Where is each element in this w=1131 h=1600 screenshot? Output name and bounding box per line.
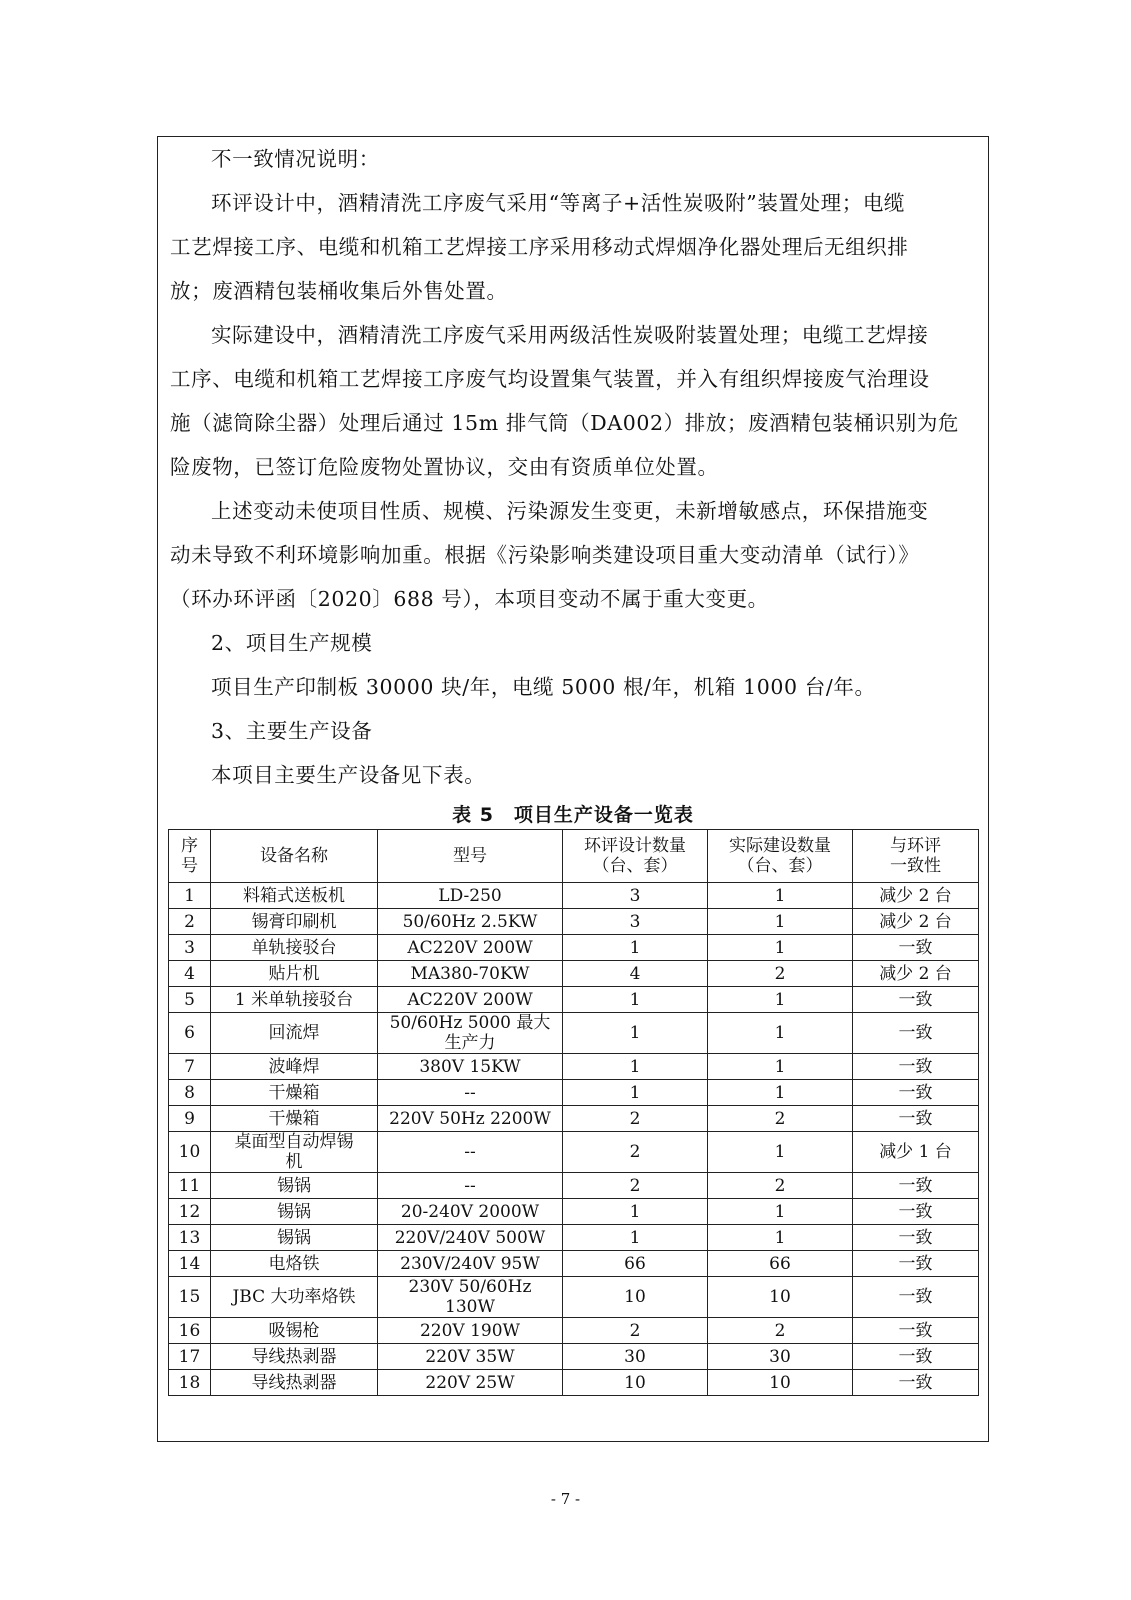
cell-eia-qty: 4 [563, 961, 708, 987]
text-line: 施（滤筒除尘器）处理后通过 15m 排气筒（DA002）排放；废酒精包装桶识别为危 [170, 411, 960, 435]
table-row [169, 1173, 979, 1199]
cell-name: 锡膏印刷机 [211, 909, 378, 935]
cell-consistency: 一致 [853, 1054, 979, 1080]
cell-eia-qty: 30 [563, 1344, 708, 1370]
cell-model: -- [378, 1080, 563, 1106]
cell-name: 桌面型自动焊锡 机 [211, 1132, 378, 1173]
cell-eia-qty: 66 [563, 1251, 708, 1277]
cell-no: 14 [169, 1251, 211, 1277]
cell-eia-qty: 3 [563, 883, 708, 909]
cell-consistency: 一致 [853, 987, 979, 1013]
cell-model: 230V 50/60Hz 130W [378, 1277, 563, 1318]
cell-name: 1 米单轨接驳台 [211, 987, 378, 1013]
cell-model: 380V 15KW [378, 1054, 563, 1080]
cell-name: 料箱式送板机 [211, 883, 378, 909]
cell-actual-qty: 66 [708, 1251, 853, 1277]
cell-no: 11 [169, 1173, 211, 1199]
section-2-text [170, 665, 982, 709]
section-2-heading [170, 621, 982, 665]
cell-actual-qty: 1 [708, 1013, 853, 1054]
cell-eia-qty: 1 [563, 1013, 708, 1054]
cell-consistency: 减少 2 台 [853, 883, 979, 909]
header-model: 型号 [378, 830, 563, 883]
table-row [169, 1370, 979, 1396]
cell-consistency: 一致 [853, 1251, 979, 1277]
text-line: 实际建设中，酒精清洗工序废气采用两级活性炭吸附装置处理；电缆工艺焊接 [211, 323, 929, 347]
cell-no: 12 [169, 1199, 211, 1225]
cell-actual-qty: 1 [708, 987, 853, 1013]
cell-name: 锡锅 [211, 1199, 378, 1225]
cell-model: 220V 50Hz 2200W [378, 1106, 563, 1132]
equipment-table [168, 829, 979, 1396]
text-line: 不一致情况说明： [211, 147, 380, 171]
table-body [169, 883, 979, 1396]
cell-consistency: 一致 [853, 1277, 979, 1318]
cell-no: 13 [169, 1225, 211, 1251]
cell-model: 50/60Hz 2.5KW [378, 909, 563, 935]
cell-model: 220V 35W [378, 1344, 563, 1370]
text-line: 环评设计中，酒精清洗工序废气采用“等离子+活性炭吸附”装置处理；电缆 [211, 191, 906, 215]
inconsistency-heading [170, 137, 982, 181]
header-name: 设备名称 [211, 830, 378, 883]
cell-actual-qty: 30 [708, 1344, 853, 1370]
cell-eia-qty: 2 [563, 1106, 708, 1132]
cell-name: 波峰焊 [211, 1054, 378, 1080]
cell-no: 3 [169, 935, 211, 961]
table-row [169, 1199, 979, 1225]
cell-name: 导线热剥器 [211, 1370, 378, 1396]
cell-no: 1 [169, 883, 211, 909]
table-row [169, 987, 979, 1013]
cell-name: 锡锅 [211, 1225, 378, 1251]
section-3-text [170, 753, 982, 797]
cell-name: JBC 大功率烙铁 [211, 1277, 378, 1318]
cell-model: AC220V 200W [378, 987, 563, 1013]
cell-actual-qty: 2 [708, 1173, 853, 1199]
header-no: 序 号 [169, 830, 211, 883]
cell-name: 贴片机 [211, 961, 378, 987]
cell-consistency: 一致 [853, 1344, 979, 1370]
cell-consistency: 一致 [853, 1080, 979, 1106]
cell-eia-qty: 1 [563, 1080, 708, 1106]
cell-eia-qty: 1 [563, 1054, 708, 1080]
cell-model: 230V/240V 95W [378, 1251, 563, 1277]
cell-actual-qty: 1 [708, 883, 853, 909]
cell-eia-qty: 1 [563, 987, 708, 1013]
cell-consistency: 减少 2 台 [853, 961, 979, 987]
table-row [169, 1054, 979, 1080]
cell-eia-qty: 1 [563, 1225, 708, 1251]
cell-eia-qty: 2 [563, 1173, 708, 1199]
cell-eia-qty: 10 [563, 1370, 708, 1396]
page-number: - 7 - [550, 1490, 581, 1508]
cell-model: LD-250 [378, 883, 563, 909]
cell-model: 220V 190W [378, 1318, 563, 1344]
cell-actual-qty: 1 [708, 1054, 853, 1080]
cell-consistency: 减少 2 台 [853, 909, 979, 935]
cell-model: -- [378, 1132, 563, 1173]
body-text: 项目生产印制板 30000 块/年，电缆 5000 根/年，机箱 1000 台/年。 [211, 675, 876, 699]
table-row [169, 961, 979, 987]
cell-name: 吸锡枪 [211, 1318, 378, 1344]
cell-consistency: 一致 [853, 1013, 979, 1054]
cell-consistency: 一致 [853, 1225, 979, 1251]
cell-model: AC220V 200W [378, 935, 563, 961]
cell-eia-qty: 1 [563, 935, 708, 961]
cell-actual-qty: 1 [708, 935, 853, 961]
cell-consistency: 一致 [853, 1199, 979, 1225]
cell-no: 16 [169, 1318, 211, 1344]
cell-consistency: 一致 [853, 1318, 979, 1344]
header-eia-qty: 环评设计数量 （台、套） [563, 830, 708, 883]
cell-no: 15 [169, 1277, 211, 1318]
cell-model: 50/60Hz 5000 最大 生产力 [378, 1013, 563, 1054]
paragraph-actual-construction [170, 313, 982, 489]
cell-model: 20-240V 2000W [378, 1199, 563, 1225]
cell-name: 锡锅 [211, 1173, 378, 1199]
table-caption: 表 5 项目生产设备一览表 [452, 804, 694, 826]
cell-consistency: 减少 1 台 [853, 1132, 979, 1173]
cell-model: 220V/240V 500W [378, 1225, 563, 1251]
header-consistency: 与环评 一致性 [853, 830, 979, 883]
cell-actual-qty: 1 [708, 1132, 853, 1173]
cell-name: 电烙铁 [211, 1251, 378, 1277]
cell-no: 5 [169, 987, 211, 1013]
cell-no: 17 [169, 1344, 211, 1370]
cell-consistency: 一致 [853, 1173, 979, 1199]
cell-no: 8 [169, 1080, 211, 1106]
cell-name: 回流焊 [211, 1013, 378, 1054]
paragraph-eia-design [170, 181, 982, 313]
cell-actual-qty: 2 [708, 961, 853, 987]
cell-consistency: 一致 [853, 1106, 979, 1132]
cell-eia-qty: 1 [563, 1199, 708, 1225]
cell-model: MA380-70KW [378, 961, 563, 987]
section-3-heading [170, 709, 982, 753]
cell-consistency: 一致 [853, 935, 979, 961]
paragraph-change-assessment [170, 489, 982, 621]
table-row [169, 1132, 979, 1173]
cell-no: 7 [169, 1054, 211, 1080]
cell-name: 导线热剥器 [211, 1344, 378, 1370]
table-row [169, 1225, 979, 1251]
cell-actual-qty: 1 [708, 1199, 853, 1225]
table-row [169, 1106, 979, 1132]
table-row [169, 1080, 979, 1106]
cell-no: 2 [169, 909, 211, 935]
text-line: 工序、电缆和机箱工艺焊接工序废气均设置集气装置，并入有组织焊接废气治理设 [170, 367, 930, 391]
heading-text: 3、主要生产设备 [211, 719, 373, 743]
table-row [169, 1318, 979, 1344]
text-line: （环办环评函〔2020〕688 号），本项目变动不属于重大变更。 [170, 587, 769, 611]
cell-name: 干燥箱 [211, 1106, 378, 1132]
cell-eia-qty: 2 [563, 1318, 708, 1344]
heading-text: 2、项目生产规模 [211, 631, 373, 655]
cell-actual-qty: 1 [708, 909, 853, 935]
cell-no: 6 [169, 1013, 211, 1054]
table-row [169, 1344, 979, 1370]
cell-model: -- [378, 1173, 563, 1199]
cell-actual-qty: 1 [708, 1225, 853, 1251]
cell-actual-qty: 2 [708, 1318, 853, 1344]
text-line: 动未导致不利环境影响加重。根据《污染影响类建设项目重大变动清单（试行）》 [170, 543, 920, 567]
body-text: 本项目主要生产设备见下表。 [211, 763, 486, 787]
cell-eia-qty: 2 [563, 1132, 708, 1173]
cell-no: 10 [169, 1132, 211, 1173]
cell-eia-qty: 10 [563, 1277, 708, 1318]
cell-consistency: 一致 [853, 1370, 979, 1396]
cell-actual-qty: 2 [708, 1106, 853, 1132]
table-header-row [169, 830, 979, 883]
cell-actual-qty: 10 [708, 1277, 853, 1318]
table-row [169, 935, 979, 961]
cell-no: 18 [169, 1370, 211, 1396]
cell-actual-qty: 10 [708, 1370, 853, 1396]
text-line: 上述变动未使项目性质、规模、污染源发生变更，未新增敏感点，环保措施变 [211, 499, 929, 523]
header-actual-qty: 实际建设数量 （台、套） [708, 830, 853, 883]
table-row [169, 1013, 979, 1054]
cell-eia-qty: 3 [563, 909, 708, 935]
cell-name: 单轨接驳台 [211, 935, 378, 961]
cell-no: 4 [169, 961, 211, 987]
cell-no: 9 [169, 1106, 211, 1132]
text-line: 险废物，已签订危险废物处置协议，交由有资质单位处置。 [170, 455, 719, 479]
text-line: 放；废酒精包装桶收集后外售处置。 [170, 279, 508, 303]
table-row [169, 909, 979, 935]
cell-actual-qty: 1 [708, 1080, 853, 1106]
cell-name: 干燥箱 [211, 1080, 378, 1106]
table-row [169, 883, 979, 909]
table-row [169, 1251, 979, 1277]
table-row [169, 1277, 979, 1318]
text-line: 工艺焊接工序、电缆和机箱工艺焊接工序采用移动式焊烟净化器处理后无组织排 [170, 235, 909, 259]
cell-model: 220V 25W [378, 1370, 563, 1396]
